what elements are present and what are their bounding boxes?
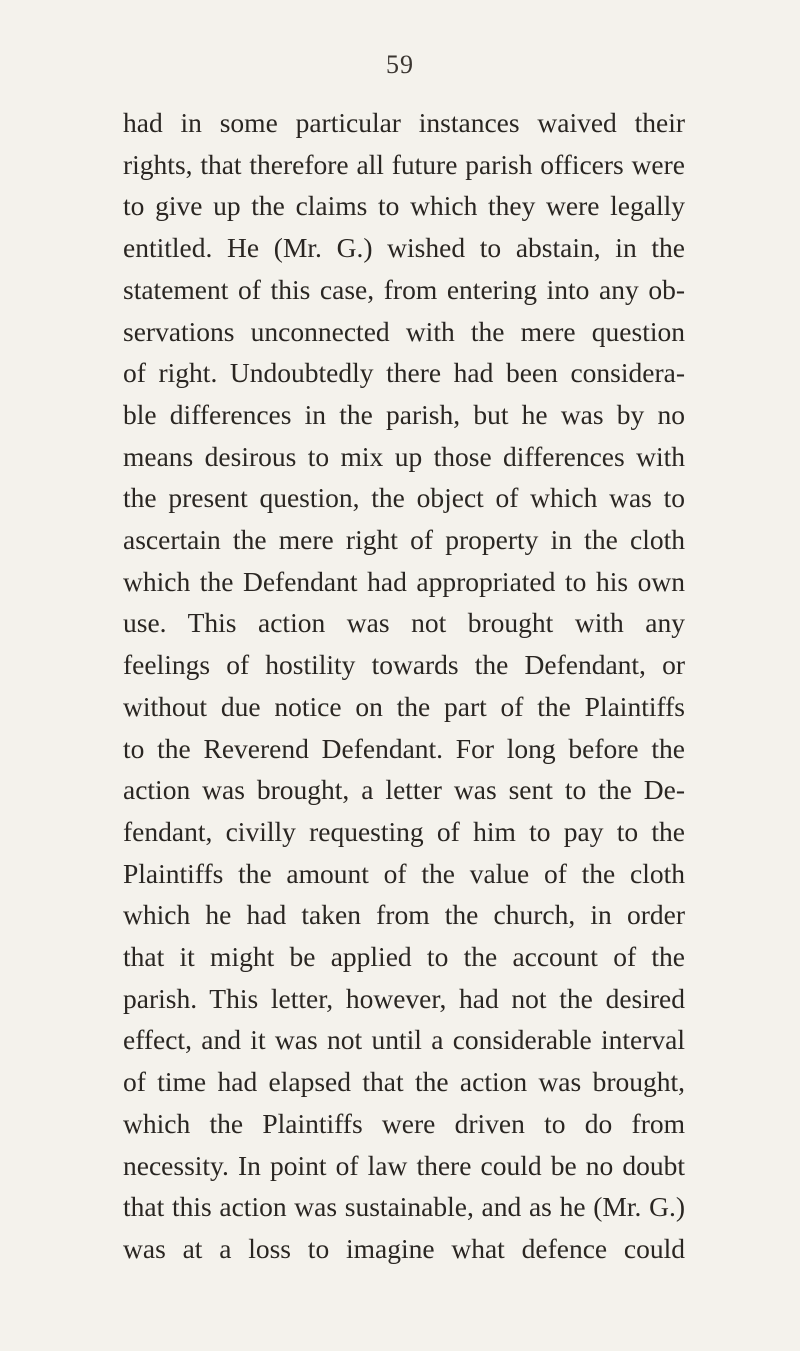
text-line-23: effect, and it was not until a considerable interval — [123, 1024, 685, 1056]
text-line-19: Plaintiffs the amount of the value of the cloth — [123, 857, 685, 889]
text-line-25: which the Plaintiffs were driven to do from — [123, 1107, 685, 1139]
text-line-14: feelings of hostility towards the Defendant, or — [123, 649, 685, 681]
text-line-7: of right. Undoubtedly there had been considera- — [123, 357, 685, 389]
text-line-24: of time had elapsed that the action was brought, — [123, 1066, 685, 1098]
text-line-17: action was brought, a letter was sent to the De- — [123, 774, 685, 806]
text-line-22: parish. This letter, however, had not the desired — [123, 982, 685, 1014]
text-line-2: rights, that therefore all future parish officers were — [123, 148, 685, 180]
text-line-15: without due notice on the part of the Plaintiffs — [123, 690, 685, 722]
text-line-9: means desirous to mix up those differences with — [123, 440, 685, 472]
text-line-3: to give up the claims to which they were legally — [123, 190, 685, 222]
text-line-1: had in some particular instances waived their — [123, 107, 685, 138]
text-line-8: ble differences in the parish, but he was by no — [123, 398, 685, 430]
text-line-21: that it might be applied to the account of the — [123, 941, 685, 972]
text-line-6: servations unconnected with the mere question — [123, 315, 685, 347]
text-line-20: which he had taken from the church, in order — [123, 899, 685, 931]
text-line-28: was at a loss to imagine what defence could — [123, 1232, 685, 1264]
page-number: 59 — [386, 50, 414, 79]
text-line-27: that this action was sustainable, and as he (Mr. G.) — [123, 1191, 685, 1223]
text-line-10: the present question, the object of which was to — [123, 482, 685, 514]
text-line-18: fendant, civilly requesting of him to pay to the — [123, 815, 685, 847]
text-line-12: which the Defendant had appropriated to his own — [123, 565, 685, 597]
text-line-26: necessity. In point of law there could be no doubt — [123, 1149, 685, 1181]
text-line-13: use. This action was not brought with any — [123, 607, 685, 639]
text-line-11: ascertain the mere right of property in the cloth — [123, 524, 685, 555]
text-line-4: entitled. He (Mr. G.) wished to abstain, in the — [123, 232, 685, 264]
text-line-16: to the Reverend Defendant. For long before the — [123, 732, 685, 764]
text-line-5: statement of this case, from entering into any ob- — [123, 273, 685, 305]
